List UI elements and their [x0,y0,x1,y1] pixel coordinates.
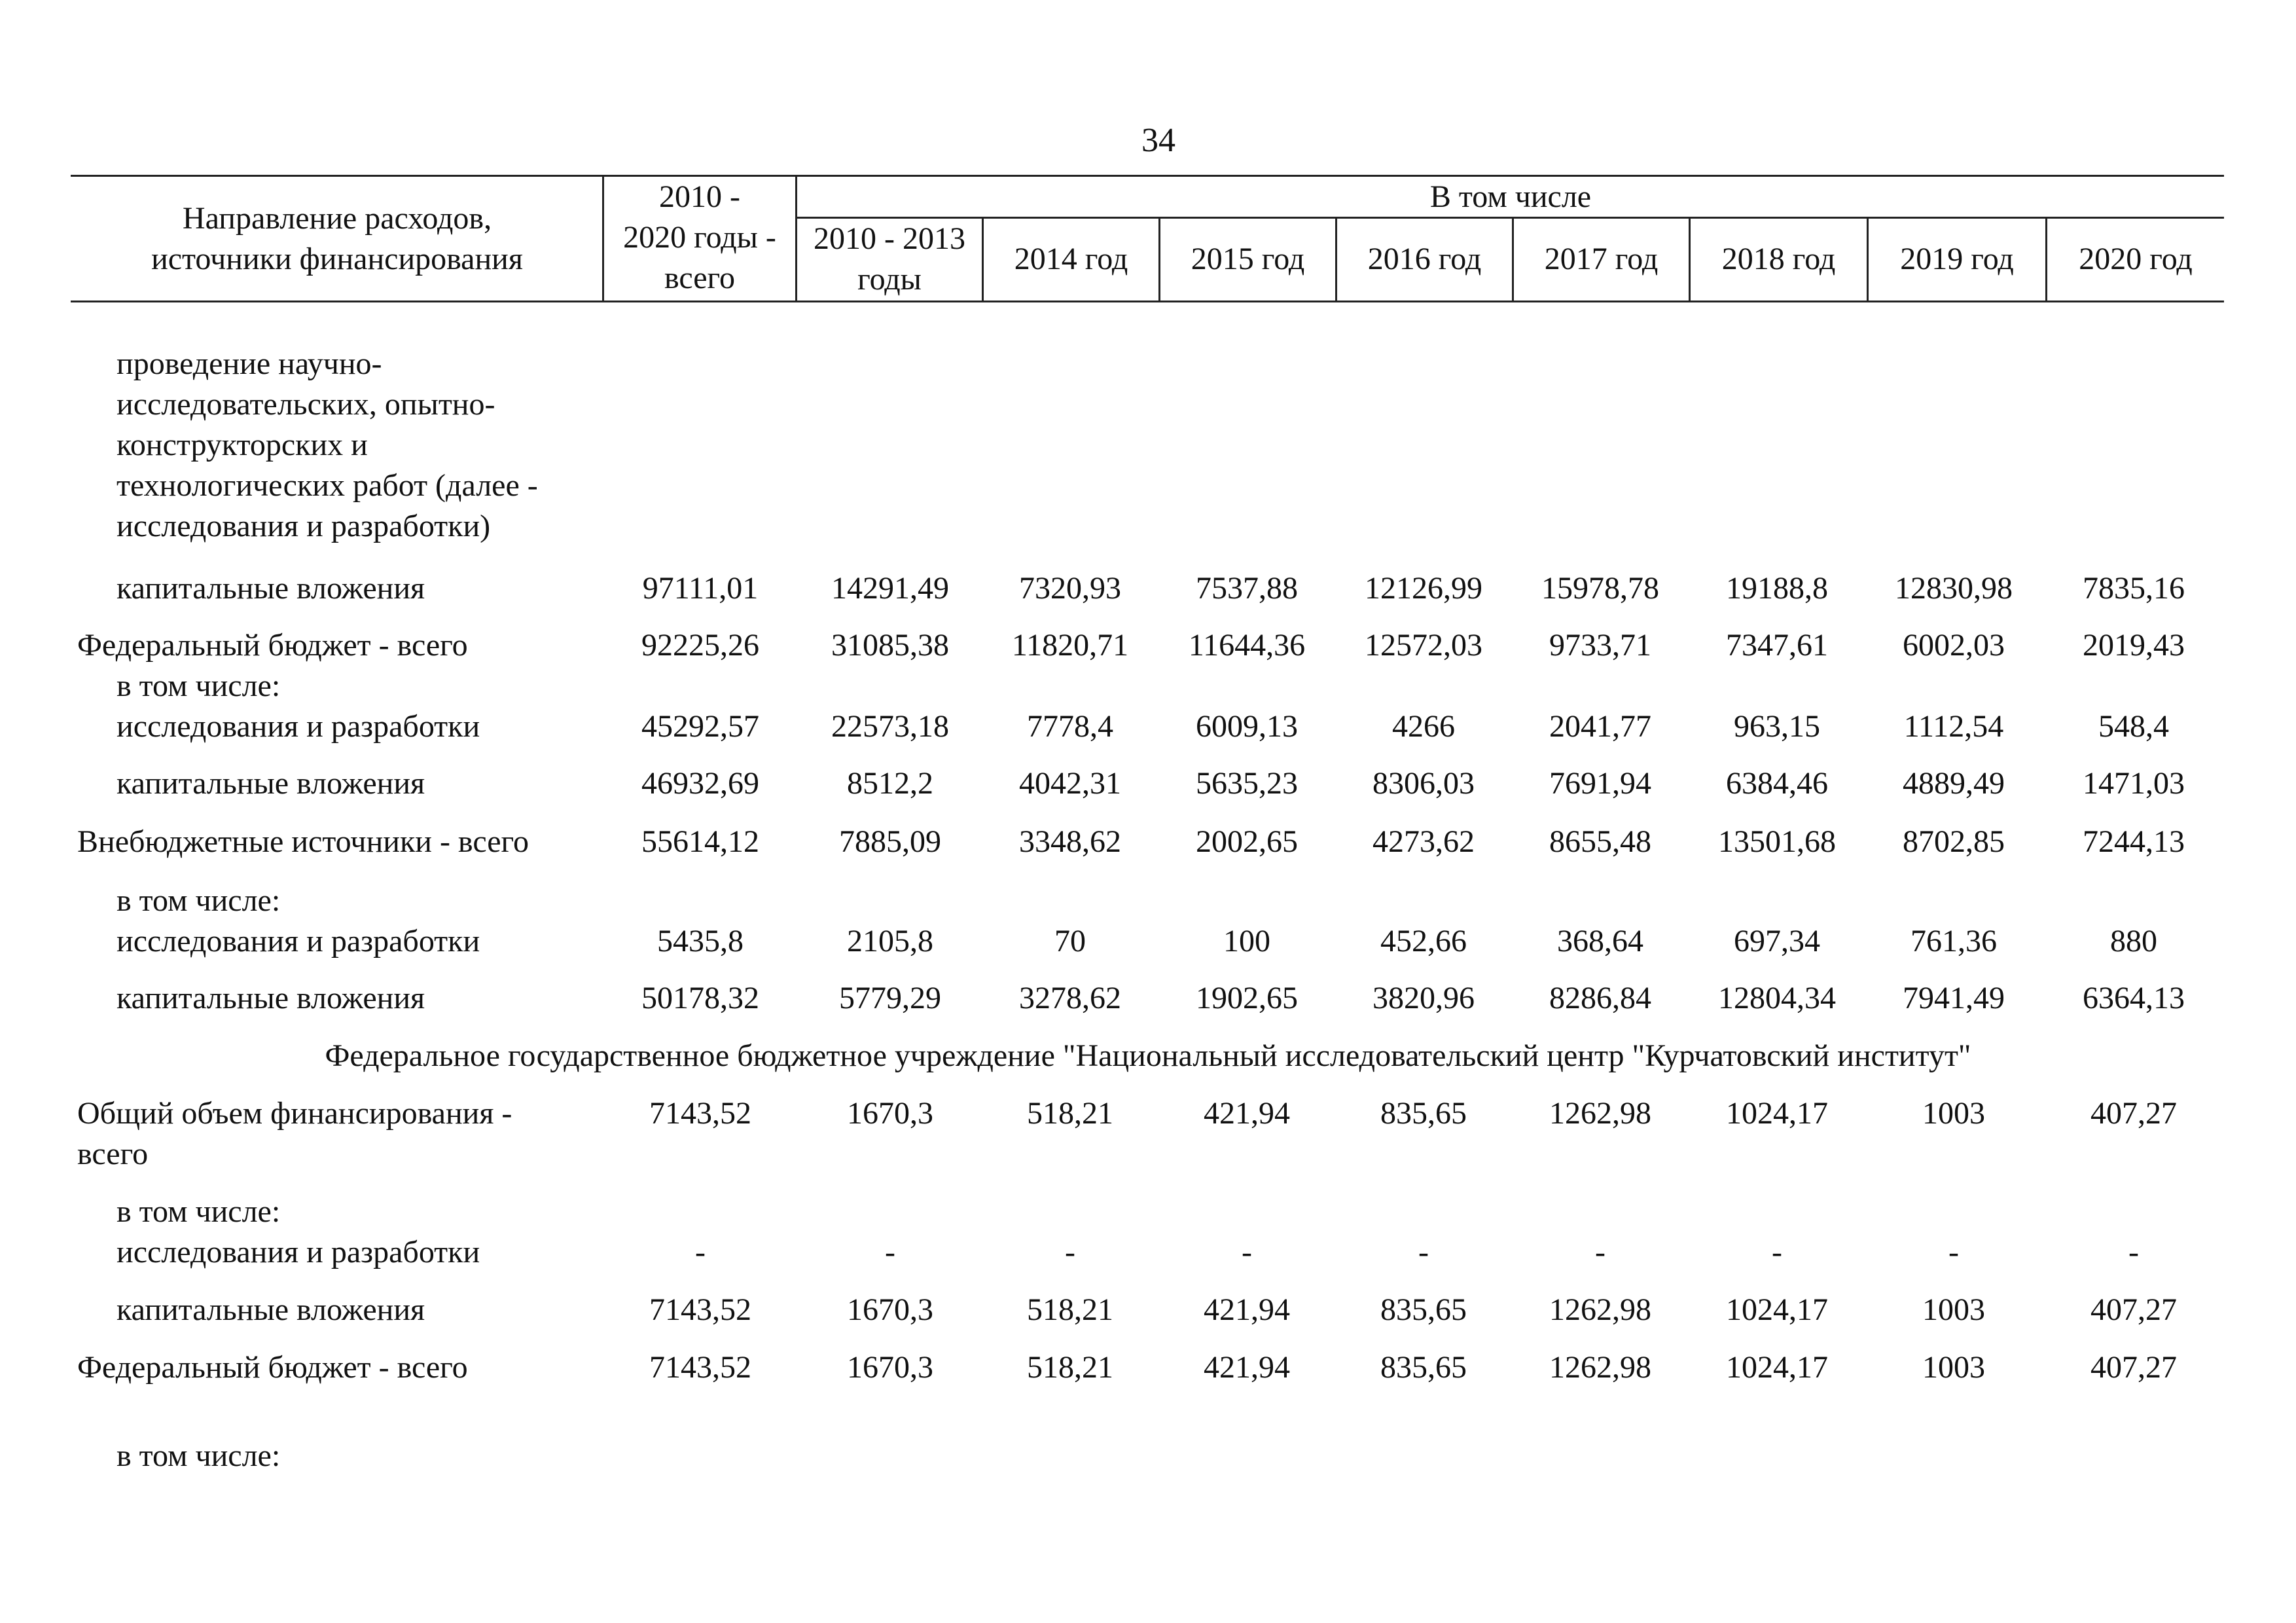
cell-value: - [1065,1235,1075,1269]
cell-value: 548,4 [2098,709,2169,744]
cell-value: 368,64 [1557,924,1643,958]
cell-value: 1024,17 [1726,1096,1828,1131]
row-label: в том числе: [117,1194,281,1229]
header-total-line: 2010 - [659,179,740,214]
cell-value: 1003 [1922,1292,1985,1327]
header-total [604,177,795,299]
cell-value: 1024,17 [1726,1292,1828,1327]
header-direction [79,198,596,280]
header-2010-2013 [797,219,982,300]
cell-value: 1112,54 [1903,709,2004,744]
cell-value: 7537,88 [1196,571,1298,606]
cell-value: 7244,13 [2083,824,2185,859]
cell-value: 7778,4 [1027,709,1113,744]
cell-value: 407,27 [2090,1350,2177,1385]
cell-value: 8286,84 [1549,981,1651,1015]
cell-value: 92225,26 [641,628,759,663]
cell-value: - [1948,1235,1959,1269]
cell-value: 1262,98 [1549,1350,1651,1385]
cell-value: 22573,18 [831,709,949,744]
cell-value: 697,34 [1734,924,1820,958]
cell-value: 70 [1054,924,1086,958]
cell-value: - [1772,1235,1782,1269]
cell-value: 880 [2110,924,2157,958]
row-label: капитальные вложения [117,571,425,606]
cell-value: 4042,31 [1019,766,1121,801]
cell-value: 1003 [1922,1350,1985,1385]
header-year-2018: 2018 год [1721,242,1836,276]
cell-value: 7143,52 [649,1096,751,1131]
cell-value: 2002,65 [1196,824,1298,859]
cell-value: 761,36 [1910,924,1997,958]
header-year-2017: 2017 год [1544,242,1659,276]
row-label: Внебюджетные источники - всего [77,824,529,859]
cell-value: 12830,98 [1895,571,2013,606]
cell-value: 3278,62 [1019,981,1121,1015]
cell-value: 4889,49 [1903,766,2005,801]
header-group-label: В том числе [1429,179,1592,214]
row-label: капитальные вложения [117,1292,425,1327]
header-year-2020: 2020 год [2079,242,2193,276]
cell-value: 8512,2 [847,766,933,801]
cell-value: 2019,43 [2083,628,2185,663]
cell-value: - [1242,1235,1252,1269]
row-label [117,344,538,547]
cell-value: 1003 [1922,1096,1985,1131]
cell-value: - [885,1235,895,1269]
cell-value: 55614,12 [641,824,759,859]
cell-value: 1670,3 [847,1350,933,1385]
cell-value: 1670,3 [847,1292,933,1327]
cell-value: 7885,09 [839,824,941,859]
header-2010-2013-line: 2010 - 2013 [814,221,965,256]
cell-value: 1262,98 [1549,1096,1651,1131]
cell-value: 5435,8 [657,924,744,958]
row-label: исследования и разработки [117,709,480,744]
cell-value: 8702,85 [1903,824,2005,859]
cell-value: 50178,32 [641,981,759,1015]
cell-value: - [695,1235,706,1269]
cell-value: 7347,61 [1726,628,1828,663]
cell-value: 6384,46 [1726,766,1828,801]
cell-value: 8655,48 [1549,824,1651,859]
cell-value: 421,94 [1204,1096,1290,1131]
header-direction-line: Направление расходов, [182,201,492,236]
header-year-2016: 2016 год [1367,242,1482,276]
cell-value: 835,65 [1380,1292,1467,1327]
row-label-line: исследования и разработки) [117,509,491,543]
cell-value: 1670,3 [847,1096,933,1131]
cell-value: 5779,29 [839,981,941,1015]
cell-value: 1262,98 [1549,1292,1651,1327]
page-number: 34 [1141,122,1175,159]
row-label-line: исследовательских, опытно- [117,387,495,422]
cell-value: 421,94 [1204,1350,1290,1385]
cell-value: 835,65 [1380,1096,1467,1131]
cell-value: 6364,13 [2083,981,2185,1015]
cell-value: 11644,36 [1188,628,1306,663]
cell-value: 15978,78 [1541,571,1659,606]
row-label-line: проведение научно- [117,346,382,381]
row-label-line: всего [77,1137,149,1171]
row-label: в том числе: [117,883,281,918]
header-year-2019: 2019 год [1900,242,2014,276]
cell-value: 7143,52 [649,1350,751,1385]
cell-value: 835,65 [1380,1350,1467,1385]
cell-value: 12572,03 [1365,628,1482,663]
cell-value: 31085,38 [831,628,949,663]
cell-value: 13501,68 [1718,824,1836,859]
cell-value: 1902,65 [1196,981,1298,1015]
cell-value: 407,27 [2090,1096,2177,1131]
header-2010-2013-line: годы [857,262,922,297]
cell-value: 7835,16 [2083,571,2185,606]
header-bottom-rule [71,301,2224,302]
cell-value: 452,66 [1380,924,1467,958]
cell-value: 4266 [1392,709,1455,744]
row-label: в том числе: [117,1438,281,1473]
section-title: Федеральное государственное бюджетное учреждение "Национальный исследовательский центр "Курчатовский институт" [325,1038,1971,1073]
cell-value: 1024,17 [1726,1350,1828,1385]
cell-value: 7143,52 [649,1292,751,1327]
cell-value: 2041,77 [1549,709,1651,744]
header-year-2014: 2014 год [1014,242,1128,276]
cell-value: 11820,71 [1011,628,1129,663]
row-label: Федеральный бюджет - всего [77,628,468,663]
cell-value: 14291,49 [831,571,949,606]
header-total-line: 2020 годы - [623,220,776,255]
cell-value: - [1418,1235,1429,1269]
row-label: исследования и разработки [117,1235,480,1269]
row-label: капитальные вложения [117,981,425,1015]
cell-value: 3820,96 [1372,981,1475,1015]
cell-value: 963,15 [1734,709,1820,744]
cell-value: 3348,62 [1019,824,1121,859]
cell-value: 5635,23 [1196,766,1298,801]
cell-value: 7320,93 [1019,571,1121,606]
cell-value: 45292,57 [641,709,759,744]
cell-value: - [1595,1235,1605,1269]
row-label: капитальные вложения [117,766,425,801]
cell-value: 8306,03 [1372,766,1475,801]
cell-value: 9733,71 [1549,628,1651,663]
cell-value: 12126,99 [1365,571,1482,606]
cell-value: 19188,8 [1726,571,1828,606]
cell-value: 7691,94 [1549,766,1651,801]
cell-value: 1471,03 [2083,766,2185,801]
cell-value: 100 [1223,924,1270,958]
row-label-line: Общий объем финансирования - [77,1096,512,1131]
cell-value: 407,27 [2090,1292,2177,1327]
cell-value: 518,21 [1027,1350,1113,1385]
cell-value: 421,94 [1204,1292,1290,1327]
row-label: Федеральный бюджет - всего [77,1350,468,1385]
header-total-line: всего [664,261,736,295]
cell-value: 6009,13 [1196,709,1298,744]
cell-value: 6002,03 [1903,628,2005,663]
cell-value: 2105,8 [847,924,933,958]
header-direction-line: источники финансирования [151,242,523,276]
cell-value: 518,21 [1027,1096,1113,1131]
header-year-2015: 2015 год [1191,242,1305,276]
cell-value: 97111,01 [642,571,759,606]
row-label-line: конструкторских и [117,428,368,462]
cell-value: 7941,49 [1903,981,2005,1015]
row-label: в том числе: [117,668,281,703]
cell-value: 4273,62 [1372,824,1475,859]
row-label-line: технологических работ (далее - [117,468,538,503]
row-label: исследования и разработки [117,924,480,958]
cell-value: - [2128,1235,2139,1269]
cell-value: 518,21 [1027,1292,1113,1327]
cell-value: 12804,34 [1718,981,1836,1015]
cell-value: 46932,69 [641,766,759,801]
row-label [77,1093,512,1175]
